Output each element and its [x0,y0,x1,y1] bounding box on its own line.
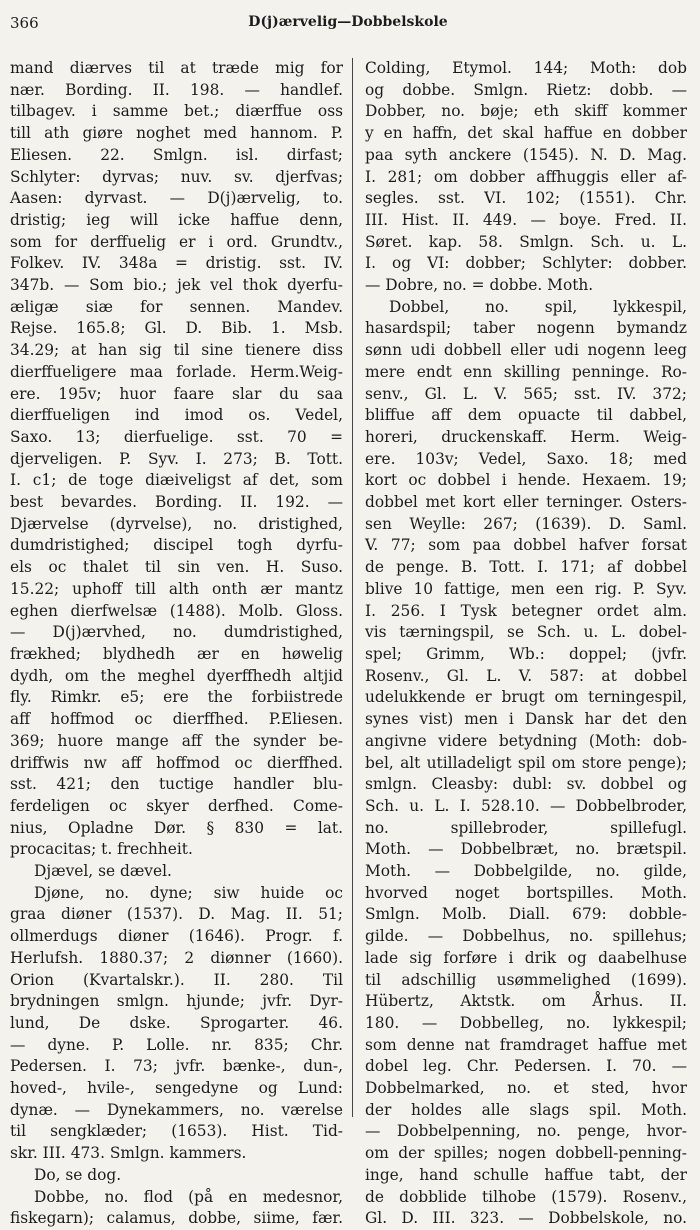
text-line: brydningen smlgn. hjunde; jvfr. Dyr- [10,992,343,1011]
text-line: Djævel, se dævel. [34,862,172,881]
text-line: Schlyter: dyrvas; nuv. sv. djerfvas; [10,167,343,186]
text-line: dobel leg. Chr. Pedersen. I. 70. — [365,1057,687,1076]
text-line: sen Weylle: 267; (1639). D. Saml. [365,514,687,533]
text-line: nius, Opladne Dør. § 830 = lat. [10,818,343,837]
text-line: fly. Rimkr. e5; ere the forbiistrede [10,688,343,707]
text-line: Folkev. IV. 348a = dristig. sst. IV. [10,254,343,273]
text-line: Orion (Kvartalskr.). II. 280. Til [10,970,343,989]
text-line: udelukkende er brugt om terningespil, [365,688,687,707]
page-header [10,6,686,36]
text-line: Djærvelse (dyrvelse), no. dristighed, [10,514,343,533]
text-line: ere. 103v; Vedel, Saxo. 18; med [365,449,687,468]
text-line: 180. — Dobbelleg, no. lykkespil; [365,1013,687,1032]
text-line: Dobber, no. bøje; eth skiff kommer [365,102,687,121]
text-line: I. c1; de toge diæiveligst af det, som [10,471,343,490]
text-line: Colding, Etymol. 144; Moth: dob [365,59,687,77]
text-line: dierffueligen ind imod os. Vedel, [10,406,343,425]
text-line: djerveligen. P. Syv. I. 273; B. Tott. [10,449,343,468]
text-line: Smlgn. Molb. Diall. 679: dobble- [365,905,687,924]
text-line: gilde. — Dobbelhus, no. spillehus; [365,927,687,946]
text-line: — Dobbelpenning, no. penge, hvor- [365,1122,687,1141]
text-line: paa syth anckere (1545). N. D. Mag. [365,145,687,164]
text-line: Hübertz, Aktstk. om Århus. II. [365,992,687,1011]
text-line: driffwis nw aff hoffmod oc dierffhed. [10,753,343,772]
text-line: till ath giøre noghet med hannom. P. [10,124,343,143]
text-line: — D(j)ærvhed, no. dumdristighed, [10,623,343,642]
right-column [365,58,687,1228]
text-line: spel; Grimm, Wb.: doppel; (jvfr. [365,644,687,663]
text-line: graa diøner (1537). D. Mag. II. 51; [10,905,343,924]
text-line: frækhed; blydhedh ær en høwelig [10,644,343,663]
text-line: æligæ siæ for sennen. Mandev. [10,297,343,316]
text-line: skr. III. 473. Smlgn. kammers. [10,1144,247,1163]
text-line: dobbel met kort eller terninger. Osters- [365,493,687,512]
text-line: ere. 195v; huor faare slar du saa [10,384,343,403]
text-line: angivne videre betydning (Moth: dob- [365,731,687,750]
text-line: om der spilles; nogen dobbell-penning- [365,1144,687,1163]
text-line: — Dobre, no. = dobbe. Moth. [365,276,594,295]
text-line: aff hoffmod oc dierffhed. P.Eliesen. [10,710,343,729]
text-line: III. Hist. II. 449. — boye. Fred. II. [365,210,687,229]
text-line: y en haffn, det skal haffue en dobber [365,124,687,143]
text-line: I. 281; om dobber affhuggis eller af- [365,167,687,186]
text-line: inge, hand schulle haffue tabt, der [365,1165,687,1184]
text-line: els oc thalet til sin ven. H. Suso. [10,558,343,577]
text-line: procacitas; t. frechheit. [10,840,193,859]
left-column [10,58,343,1228]
text-line: smlgn. Cleasby: dubl: sv. dobbel og [365,775,687,794]
text-line: til sengklæder; (1653). Hist. Tid- [10,1122,343,1141]
text-line: ollmerdugs diøner (1646). Progr. f. [10,927,343,946]
text-line: Pedersen. I. 73; jvfr. bænke-, dun-, [10,1057,343,1076]
text-line: Eliesen. 22. Smlgn. isl. dirfast; [10,145,343,164]
text-line: mere endt enn skilling penninge. Ro- [365,362,687,381]
text-line: 347b. — Som bio.; jek vel thok dyerfu- [10,276,343,295]
page-number: 366 [10,14,39,32]
text-line: dumdristighed; discipel togh dyrfu- [10,536,343,555]
text-line: dydh, om the meghel dyerffhedh altjid [10,666,343,685]
text-line: Djøne, no. dyne; siw huide oc [34,883,343,902]
running-head: D(j)ærvelig—Dobbelskole [248,14,448,30]
text-line: fiskegarn); calamus, dobbe, siime, fær. [10,1209,343,1228]
text-line: Rejse. 165.8; Gl. D. Bib. 1. Msb. [10,319,343,338]
text-line: Do, se dog. [34,1165,122,1184]
text-line: hasardspil; taber nogenn bymandz [365,319,687,338]
text-line: tilbagev. i samme bet.; diærffue oss [10,102,343,121]
text-line: best bevardes. Bording. II. 192. — [10,493,343,512]
text-line: der holdes alle slags spil. Moth. [365,1100,687,1119]
text-line: Søret. kap. 58. Smlgn. Sch. u. L. [365,232,687,251]
text-line: 369; huore mange aff the synder be- [10,731,343,750]
text-line: 34.29; at han sig til sine tienere diss [10,341,343,360]
text-line: som denne nat framdraget haffue met [365,1035,687,1054]
text-line: sønn udi dobbell eller udi nogenn leeg [365,341,687,360]
text-line: eghen dierfwelsæ (1488). Molb. Gloss. [10,601,343,620]
text-line: I. og VI: dobber; Schlyter: dobber. [365,254,687,273]
text-line: I. 256. I Tysk betegner ordet alm. [365,601,687,620]
text-line: hvorved noget bortspilles. Moth. [365,883,687,902]
text-line: dierffueligere maa forlade. Herm.Weig- [10,362,343,381]
text-line: som for derffuelig er i ord. Grundtv., [10,232,343,251]
text-line: bel, alt utilladeligt spil om store penge); [365,753,687,772]
text-line: Herlufsh. 1880.37; 2 diønner (1660). [10,948,343,967]
text-line: Sch. u. L. I. 528.10. — Dobbelbroder, [365,796,687,815]
text-line: Dobbe, no. flod (på en medesnor, [34,1187,343,1206]
text-line: mand diærves til at træde mig for [10,59,343,77]
text-line: blive 10 fattige, men een rig. P. Syv. [365,579,687,598]
text-line: Rosenv., Gl. L. V. 587: at dobbel [365,666,687,685]
text-line: Moth. — Dobbelbræt, no. brætspil. [365,840,687,859]
text-line: no. spillebroder, spillefugl. [365,818,687,837]
text-line: de penge. B. Tott. I. 171; af dobbel [365,558,687,577]
text-line: lund, De dske. Sprogarter. 46. [10,1013,343,1032]
text-line: bliffue aff dem opuacte til dabbel, [365,406,687,425]
column-divider [352,58,353,1117]
text-line: Gl. D. III. 323. — Dobbelskole, no. [365,1209,687,1228]
text-line: senv., Gl. L. V. 565; sst. IV. 372; [365,384,687,403]
text-line: kort oc dobbel i hende. Hexaem. 19; [365,471,687,490]
text-line: synes vist) men i Dansk har det den [365,710,687,729]
text-line: vis tærningspil, se Sch. u. L. dobel- [365,623,687,642]
text-line: lade sig forføre i drik og daabelhuse [365,948,687,967]
text-line: Dobbel, no. spil, lykkespil, [389,297,687,316]
text-line: 15.22; uphoff till alth onth ær mantz [10,579,343,598]
text-line: dristig; ieg will icke haffue denn, [10,210,343,229]
text-line: horeri, druckenskaff. Herm. Weig- [365,427,687,446]
text-line: ferdeligen oc skyer derfhed. Come- [10,796,343,815]
text-line: dynæ. — Dynekammers, no. værelse [10,1100,343,1119]
text-line: — dyne. P. Lolle. nr. 835; Chr. [10,1035,343,1054]
text-line: sst. 421; den tuctige handler blu- [10,775,343,794]
text-line: Saxo. 13; dierfuelige. sst. 70 = [10,427,343,446]
text-line: og dobbe. Smlgn. Rietz: dobb. — [365,80,687,99]
text-line: Moth. — Dobbelgilde, no. gilde, [365,862,687,881]
text-line: Aasen: dyrvast. — D(j)ærvelig, to. [10,189,343,208]
text-line: segles. sst. VI. 102; (1551). Chr. [365,189,687,208]
text-line: til adschillig usømmelighed (1699). [365,970,687,989]
text-line: hoved-, hvile-, sengedyne og Lund: [10,1079,343,1098]
text-line: de dobblide tilhobe (1579). Rosenv., [365,1187,687,1206]
text-line: nær. Bording. II. 198. — handlef. [10,80,343,99]
text-line: Dobbelmarked, no. et sted, hvor [365,1079,687,1098]
text-line: V. 77; som paa dobbel hafver forsat [365,536,687,555]
